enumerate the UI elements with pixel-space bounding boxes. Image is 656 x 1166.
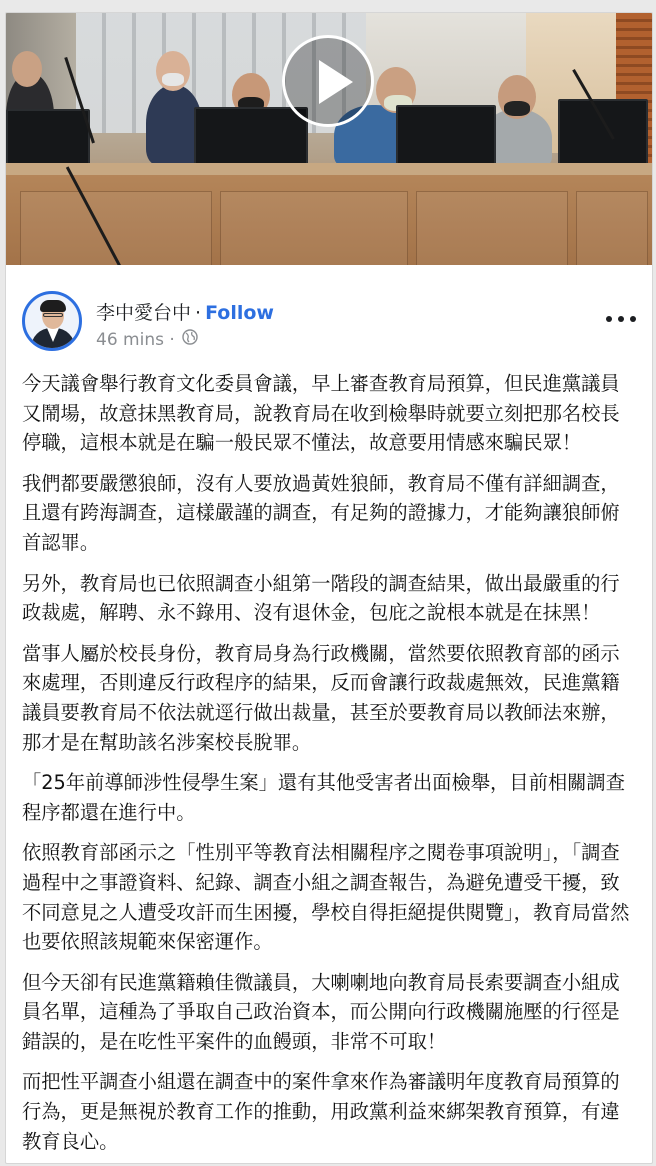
more-dot <box>630 316 636 322</box>
post-paragraph: 但今天卻有民進黨籍賴佳微議員，大喇喇地向教育局長索要調查小組成員名單，這種為了爭取自己政治資本，而公開向行政機關施壓的行徑是錯誤的，是在吃性平案件的血饅頭，非常不可取！ <box>22 970 620 1053</box>
separator-dot: · <box>195 302 202 324</box>
more-dot <box>618 316 624 322</box>
post-text <box>22 369 638 1164</box>
post-paragraph: 依照教育部函示之「性別平等教育法相關程序之閱卷事項說明」，「調查過程中之事證資料、紀錄、調查小組之調查報告，為避免遭受干擾，致不同意見之人遭受攻訐而生困擾，學校自得拒絕提供閱覽」，教育局當然也要依照該規範來保密運作。 <box>22 841 630 954</box>
author-name[interactable]: 李中愛台中 <box>96 302 192 324</box>
play-triangle <box>319 60 353 104</box>
post-paragraph: 「25年前導師涉性侵學生案」還有其他受害者出面檢舉，目前相關調查程序都還在進行中。 <box>22 771 625 824</box>
scene-mask <box>162 73 184 86</box>
avatar-hair <box>40 300 66 312</box>
scene-desk-panel <box>416 191 568 265</box>
scene-person <box>12 51 42 87</box>
scene-mask <box>504 101 530 116</box>
post-paragraph: 另外，教育局也已依照調查小組第一階段的調查結果，做出最嚴重的行政裁處，解聘、永不錄用、沒有退休金，包庇之說根本就是在抹黑！ <box>22 571 620 625</box>
post-card <box>5 12 653 1164</box>
post-paragraph: 今天議會舉行教育文化委員會議，早上審查教育局預算，但民進黨議員又鬧場，故意抹黑教育局，說教育局在收到檢舉時就要立刻把那名校長停職，這根本就是在騙一般民眾不懂法，故意要用情感來騙民眾！ <box>22 372 620 455</box>
post-paragraph: 而把性平調查小組還在調查中的案件拿來作為審議明年度教育局預算的行為，更是無視於教育工作的推動，用政黨利益來綁架教育預算，有違教育良心。 <box>22 1070 620 1153</box>
video-thumbnail[interactable] <box>6 13 652 265</box>
post-paragraph: 我們都要嚴懲狼師，沒有人要放過黃姓狼師，教育局不僅有詳細調查，且還有跨海調查，這樣嚴謹的調查，有足夠的證據力，才能夠讓狼師俯首認罪。 <box>22 471 620 554</box>
avatar[interactable] <box>22 291 82 351</box>
scene-monitor <box>558 99 648 173</box>
more-dot <box>606 316 612 322</box>
scene-desk-panel <box>20 191 212 265</box>
more-options-icon[interactable] <box>604 309 638 329</box>
post-header <box>96 301 274 325</box>
play-icon[interactable] <box>282 35 374 127</box>
post-meta <box>96 329 198 351</box>
avatar-glasses <box>43 313 63 317</box>
follow-button[interactable]: Follow <box>205 302 274 324</box>
separator-dot: · <box>169 330 175 350</box>
post-paragraph: 當事人屬於校長身份，教育局身為行政機關，當然要依照教育部的函示來處理，否則違反行政程序的結果，反而會讓行政裁處無效，民進黨籍議員要教育局不依法就逕行做出裁量，甚至於要教育局以教師法來辦，那才是在幫助該名涉案校長脫罪。 <box>22 641 620 754</box>
scene-desk-panel <box>576 191 648 265</box>
timestamp[interactable]: 46 mins <box>96 330 164 350</box>
globe-icon <box>182 329 198 351</box>
scene-desk-panel <box>220 191 408 265</box>
